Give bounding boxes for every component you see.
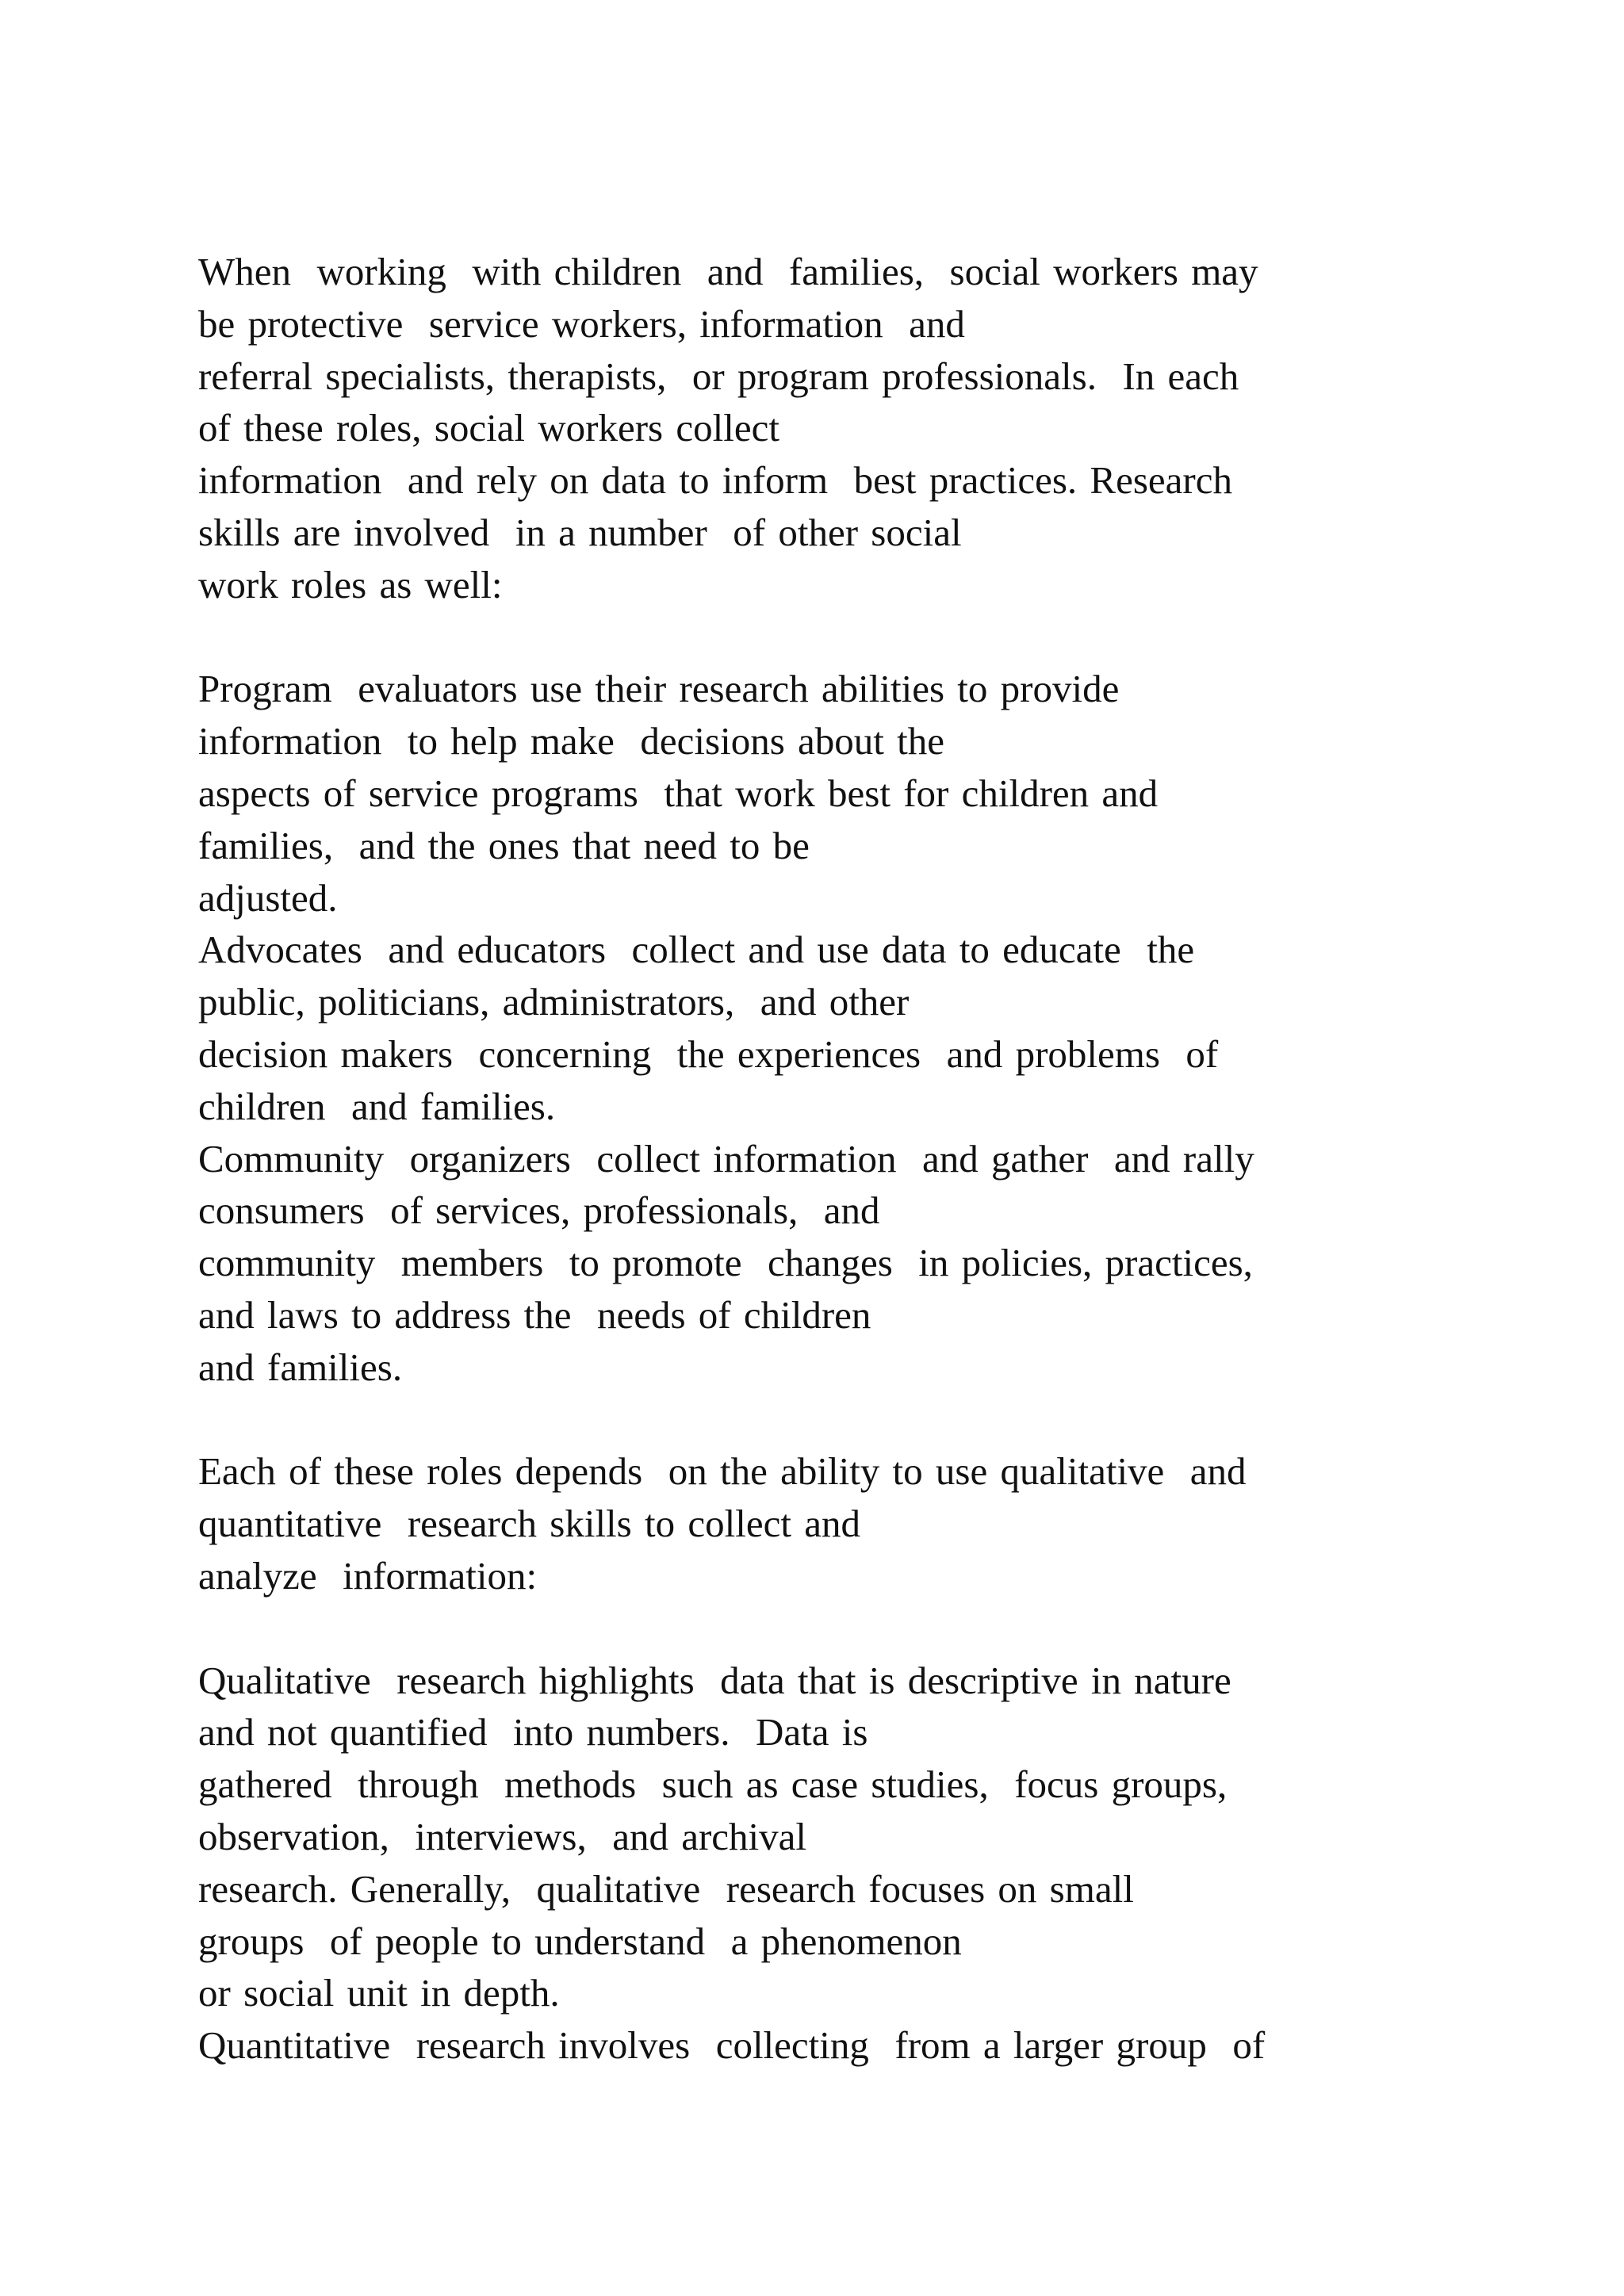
text-line: research. Generally, qualitative research focuses on small bbox=[198, 1866, 1134, 1911]
text-line: Qualitative research highlights data that is descriptive in nature bbox=[198, 1658, 1231, 1702]
text-line: quantitative research skills to collect and bbox=[198, 1502, 860, 1546]
text-line: information and rely on data to inform best practices. Research bbox=[198, 458, 1232, 503]
text-line: work roles as well: bbox=[198, 562, 503, 607]
text-line: or social unit in depth. bbox=[198, 1971, 560, 2015]
text-line: and laws to address the needs of children bbox=[198, 1292, 871, 1337]
text-line: and families. bbox=[198, 1345, 403, 1389]
blank-line bbox=[198, 1394, 1546, 1446]
text-line: groups of people to understand a phenomenon bbox=[198, 1919, 962, 1963]
text-line: information to help make decisions about the bbox=[198, 719, 945, 763]
text-line: consumers of services, professionals, and bbox=[198, 1188, 880, 1233]
text-line: referral specialists, therapists, or program professionals. In each bbox=[198, 354, 1239, 398]
text-line: skills are involved in a number of other social bbox=[198, 510, 962, 554]
document-body-text bbox=[198, 246, 1546, 2072]
text-line: families, and the ones that need to be bbox=[198, 823, 810, 867]
text-line: community members to promote changes in policies, practices, bbox=[198, 1241, 1253, 1285]
text-line: Program evaluators use their research abilities to provide bbox=[198, 667, 1120, 711]
text-line: When working with children and families, social workers may bbox=[198, 250, 1258, 293]
text-line: Quantitative research involves collecting from a larger group of bbox=[198, 2023, 1266, 2068]
text-line: decision makers concerning the experiences and problems of bbox=[198, 1031, 1219, 1076]
text-line: gathered through methods such as case studies, focus groups, bbox=[198, 1762, 1228, 1807]
text-line: observation, interviews, and archival bbox=[198, 1814, 807, 1858]
text-line: analyze information: bbox=[198, 1553, 538, 1598]
text-line: adjusted. bbox=[198, 875, 338, 920]
blank-line bbox=[198, 1602, 1546, 1655]
text-line: be protective service workers, information and bbox=[198, 301, 965, 346]
text-line: public, politicians, administrators, and other bbox=[198, 980, 910, 1024]
text-line: children and families. bbox=[198, 1084, 556, 1128]
text-line: Each of these roles depends on the ability to use qualitative and bbox=[198, 1449, 1247, 1494]
text-line: of these roles, social workers collect bbox=[198, 406, 779, 450]
blank-line bbox=[198, 611, 1546, 664]
text-line: Community organizers collect information and gather and rally bbox=[198, 1136, 1254, 1181]
text-line: aspects of service programs that work best for children and bbox=[198, 771, 1159, 815]
text-line: Advocates and educators collect and use data to educate the bbox=[198, 928, 1195, 972]
text-line: and not quantified into numbers. Data is bbox=[198, 1710, 868, 1755]
